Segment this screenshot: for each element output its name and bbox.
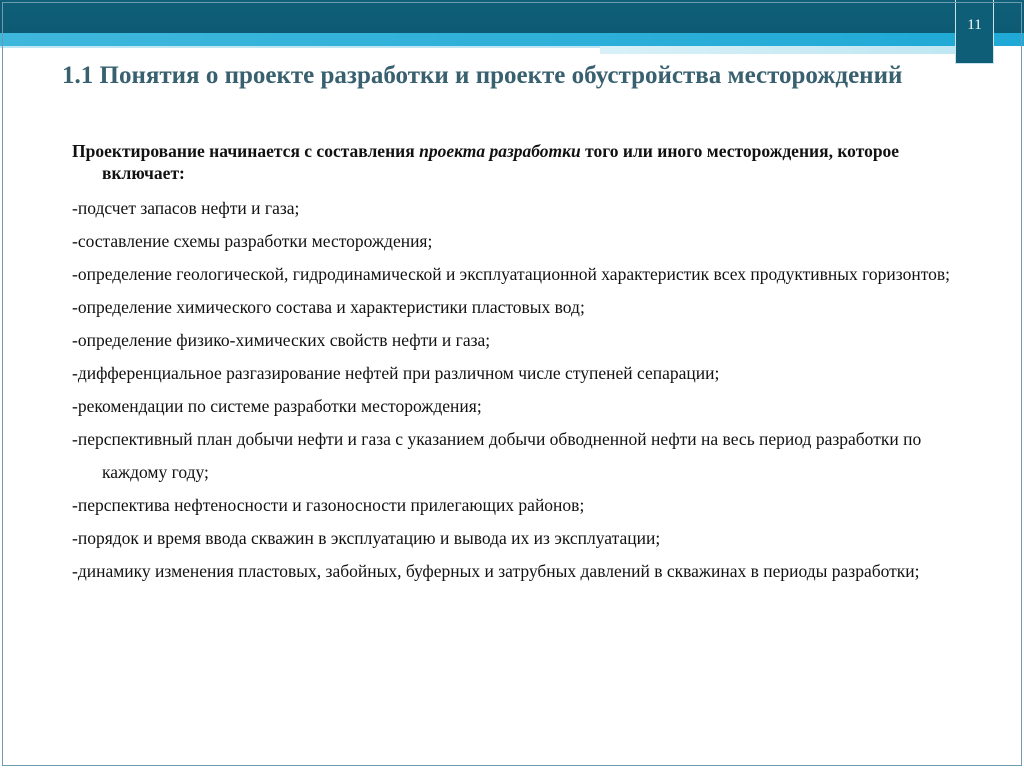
list-item: -подсчет запасов нефти и газа; <box>72 198 300 218</box>
list-item: -рекомендации по системе разработки месторождения; <box>72 396 482 416</box>
intro-emphasis: проекта разработки <box>419 141 581 161</box>
list-item: -определение геологической, гидродинамической и эксплуатационной характеристик всех продуктивных горизонтов; <box>72 264 950 284</box>
page-number-badge <box>955 0 994 64</box>
list-item: -определение химического состава и характеристики пластовых вод; <box>72 297 585 317</box>
page-number: 11 <box>967 17 982 33</box>
intro-text-end: того или иного месторождения, которое включает: <box>102 141 900 183</box>
list-item: -определение физико-химических свойств нефти и газа; <box>72 330 491 350</box>
list-item: -дифференциальное разгазирование нефтей при различном числе ступеней сепарации; <box>72 363 720 383</box>
list-item: -перспектива нефтеносности и газоносности прилегающих районов; <box>72 495 585 515</box>
header-band <box>0 0 1024 60</box>
header-band-dark <box>0 0 1024 33</box>
intro-paragraph <box>72 140 972 184</box>
list-item: -динамику изменения пластовых, забойных, буферных и затрубных давлений в скважинах в периоды разработки; <box>72 561 920 581</box>
list-item: -порядок и время ввода скважин в эксплуатацию и вывода их из эксплуатации; <box>72 528 661 548</box>
intro-text-start: Проектирование начинается с составления <box>72 141 420 161</box>
list-item: -составление схемы разработки месторождения; <box>72 231 433 251</box>
header-band-line <box>0 46 600 48</box>
slide-title: 1.1 Понятия о проекте разработки и проекте обустройства месторождений <box>62 62 903 89</box>
slide-content <box>72 140 972 588</box>
header-band-light <box>0 33 1024 46</box>
list-item: -перспективный план добычи нефти и газа с указанием добычи обводненной нефти на весь период разработки по каждому году; <box>72 429 922 482</box>
header-band-accent <box>600 46 955 54</box>
